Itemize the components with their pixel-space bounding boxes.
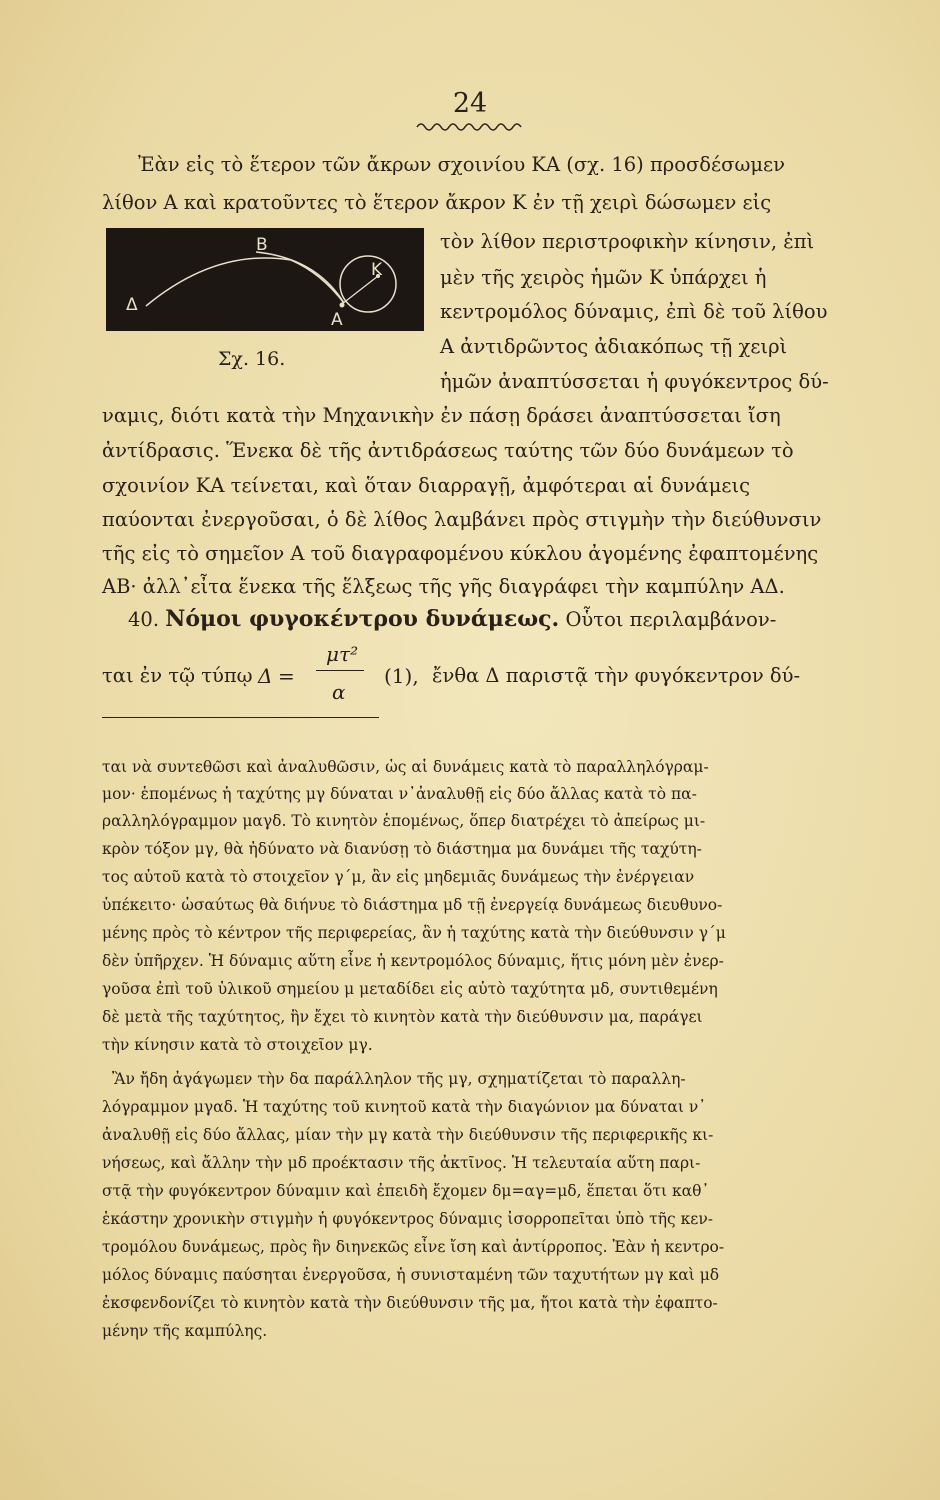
body-line: Α ἀντιδρῶντος ἀδιακόπως τῇ χειρὶ bbox=[440, 335, 788, 358]
footnote-line: τὴν κίνησιν κατὰ τὸ στοιχεῖον μγ. bbox=[102, 1036, 373, 1054]
formula-numerator: μτ² bbox=[326, 642, 359, 666]
footnote-line: τρομόλου δυνάμεως, πρὸς ἣν διηνεκῶς εἶνε ἴση καὶ ἀντίρροπος. Ἐὰν ἡ κεντρο- bbox=[102, 1238, 725, 1256]
formula-equals: = bbox=[278, 664, 295, 688]
section-heading-line bbox=[128, 608, 776, 630]
footnote-line: δὲν ὑπῆρχεν. Ἡ δύναμις αὕτη εἶνε ἡ κεντρομόλος δύναμις, ἥτις μόνη μὲν ἐνερ- bbox=[102, 952, 724, 970]
sling-diagram-icon bbox=[106, 228, 424, 331]
figure-16 bbox=[106, 228, 424, 331]
footnote-rule bbox=[102, 717, 379, 718]
section-title: Νόμοι φυγοκέντρου δυνάμεως. bbox=[165, 606, 560, 632]
formula-reference: (1), bbox=[384, 664, 419, 688]
formula-line-end: ἔνθα Δ παριστᾷ τὴν φυγόκεντρον δύ- bbox=[432, 664, 801, 687]
footnote-line: μένην τῆς καμπύλης. bbox=[102, 1322, 268, 1340]
body-line: μὲν τῆς χειρὸς ἡμῶν Κ ὑπάρχει ἡ bbox=[440, 266, 767, 289]
centrifugal-force-formula bbox=[258, 636, 418, 706]
footnote-line: τος αὐτοῦ κατὰ τὸ στοιχεῖον γ΄μ, ἂν εἰς μηδεμιᾶς δυνάμεως τὴν ἐνέργειαν bbox=[102, 868, 695, 886]
footnote-line: μένης πρὸς τὸ κέντρον τῆς περιφερείας, ἂν ἡ ταχύτης κατὰ τὴν διεύθυνσιν γ΄μ bbox=[102, 924, 726, 942]
footnote-line: λόγραμμον μγαδ. Ἡ ταχύτης τοῦ κινητοῦ κατὰ τὴν διαγώνιον μα δύναται ν᾽ bbox=[102, 1098, 707, 1116]
footnote-line: ἐκσφενδονίζει τὸ κινητὸν κατὰ τὴν διεύθυνσιν τῆς μα, ἤτοι κατὰ τὴν ἐφαπτο- bbox=[102, 1294, 718, 1312]
footnote-line: ἑκάστην χρονικὴν στιγμὴν ἡ φυγόκεντρος δύναμις ἰσορροπεῖται ὑπὸ τῆς κεν- bbox=[102, 1210, 713, 1228]
footnote-line: ραλληλόγραμμον μαγδ. Τὸ κινητὸν ἑπομένως, ὅπερ διατρέχει τὸ ἀπείρως μι- bbox=[102, 812, 706, 830]
body-line: ἡμῶν ἀναπτύσσεται ἡ φυγόκεντρος δύ- bbox=[440, 370, 829, 393]
footnote-line: μον· ἑπομένως ἡ ταχύτης μγ δύναται ν᾽ἀναλυθῇ εἰς δύο ἄλλας κατὰ τὸ πα- bbox=[102, 785, 697, 803]
formula-lhs: Δ bbox=[258, 664, 273, 688]
body-line: τὸν λίθον περιστροφικὴν κίνησιν, ἐπὶ bbox=[440, 230, 815, 253]
body-line: Ἐὰν εἰς τὸ ἕτερον τῶν ἄκρων σχοινίου ΚΑ (σχ. 16) προσδέσωμεν bbox=[138, 153, 785, 176]
body-line: λίθον Α καὶ κρατοῦντες τὸ ἕτερον ἄκρον Κ ἐν τῇ χειρὶ δώσωμεν εἰς bbox=[102, 191, 772, 214]
formula-denominator: α bbox=[332, 680, 346, 704]
footnote-line: ἀναλυθῇ εἰς δύο ἄλλας, μίαν τὴν μγ κατὰ τὴν διεύθυνσιν τῆς περιφερικῆς κι- bbox=[102, 1126, 714, 1144]
footnote-line: μόλος δύναμις παύσηται ἐνεργοῦσα, ἡ συνισταμένη τῶν ταχυτήτων μγ καὶ μδ bbox=[102, 1266, 720, 1284]
body-line: τῆς εἰς τὸ σημεῖον Α τοῦ διαγραφομένου κύκλου ἀγομένης ἐφαπτομένης bbox=[102, 542, 819, 565]
footnote-line: δὲ μετὰ τῆς ταχύτητος, ἣν ἔχει τὸ κινητὸν κατὰ τὴν διεύθυνσιν μα, παράγει bbox=[102, 1008, 703, 1026]
figure-label-b: Β bbox=[256, 235, 268, 255]
body-line: ΑΒ· ἀλλ᾽εἶτα ἕνεκα τῆς ἕλξεως τῆς γῆς διαγράφει τὴν καμπύλην ΑΔ. bbox=[102, 575, 785, 598]
footnote-line: κρὸν τόξον μγ, θὰ ἠδύνατο νὰ διανύσῃ τὸ διάστημα μα δυνάμει τῆς ταχύτη- bbox=[102, 840, 702, 858]
fraction-bar bbox=[316, 670, 364, 671]
wavy-ornament-icon bbox=[415, 120, 525, 134]
body-line: παύονται ἐνεργοῦσαι, ὁ δὲ λίθος λαμβάνει πρὸς στιγμὴν τὴν διεύθυνσιν bbox=[102, 508, 822, 531]
footnote-line: ται νὰ συντεθῶσι καὶ ἀναλυθῶσιν, ὡς αἱ δυνάμεις κατὰ τὸ παραλληλόγραμ- bbox=[102, 758, 709, 776]
footnote-line: στᾷ τὴν φυγόκεντρον δύναμιν καὶ ἐπειδὴ ἔχομεν δμ=αγ=μδ, ἕπεται ὅτι καθ᾽ bbox=[102, 1182, 710, 1200]
section-title-rest: Οὗτοι περιλαμβάνον- bbox=[565, 608, 777, 631]
figure-label-k: Κ bbox=[371, 260, 383, 280]
footnote-line: Ἂν ἤδη ἀγάγωμεν τὴν δα παράλληλον τῆς μγ, σχηματίζεται τὸ παραλλη- bbox=[112, 1070, 686, 1088]
figure-label-a: Α bbox=[331, 310, 343, 330]
footnote-line: ὑπέκειτο· ὡσαύτως θὰ διήνυε τὸ διάστημα μδ τῇ ἐνεργείᾳ δυνάμεως διευθυνο- bbox=[102, 896, 723, 914]
body-line: σχοινίον ΚΑ τείνεται, καὶ ὅταν διαρραγῇ, ἀμφότεραι αἱ δυνάμεις bbox=[102, 474, 751, 497]
section-number: 40. bbox=[128, 608, 160, 631]
figure-caption: Σχ. 16. bbox=[218, 348, 286, 370]
body-line: ἀντίδρασις. Ἕνεκα δὲ τῆς ἀντιδράσεως ταύτης τῶν δύο δυνάμεων τὸ bbox=[102, 439, 794, 462]
formula-line-start: ται ἐν τῷ τύπῳ bbox=[102, 664, 253, 687]
body-line: κεντρομόλος δύναμις, ἐπὶ δὲ τοῦ λίθου bbox=[440, 300, 828, 323]
body-line: ναμις, διότι κατὰ τὴν Μηχανικὴν ἐν πάσῃ δράσει ἀναπτύσσεται ἴση bbox=[102, 404, 781, 427]
page-number: 24 bbox=[452, 88, 488, 119]
footnote-line: νήσεως, καὶ ἄλλην τὴν μδ προέκτασιν τῆς ἀκτῖνος. Ἡ τελευταία αὕτη παρι- bbox=[102, 1154, 701, 1172]
figure-label-d: Δ bbox=[126, 295, 138, 315]
footnote-line: γοῦσα ἐπὶ τοῦ ὑλικοῦ σημείου μ μεταδίδει εἰς αὐτὸ ταχύτητα μδ, συντιθεμένη bbox=[102, 980, 718, 998]
